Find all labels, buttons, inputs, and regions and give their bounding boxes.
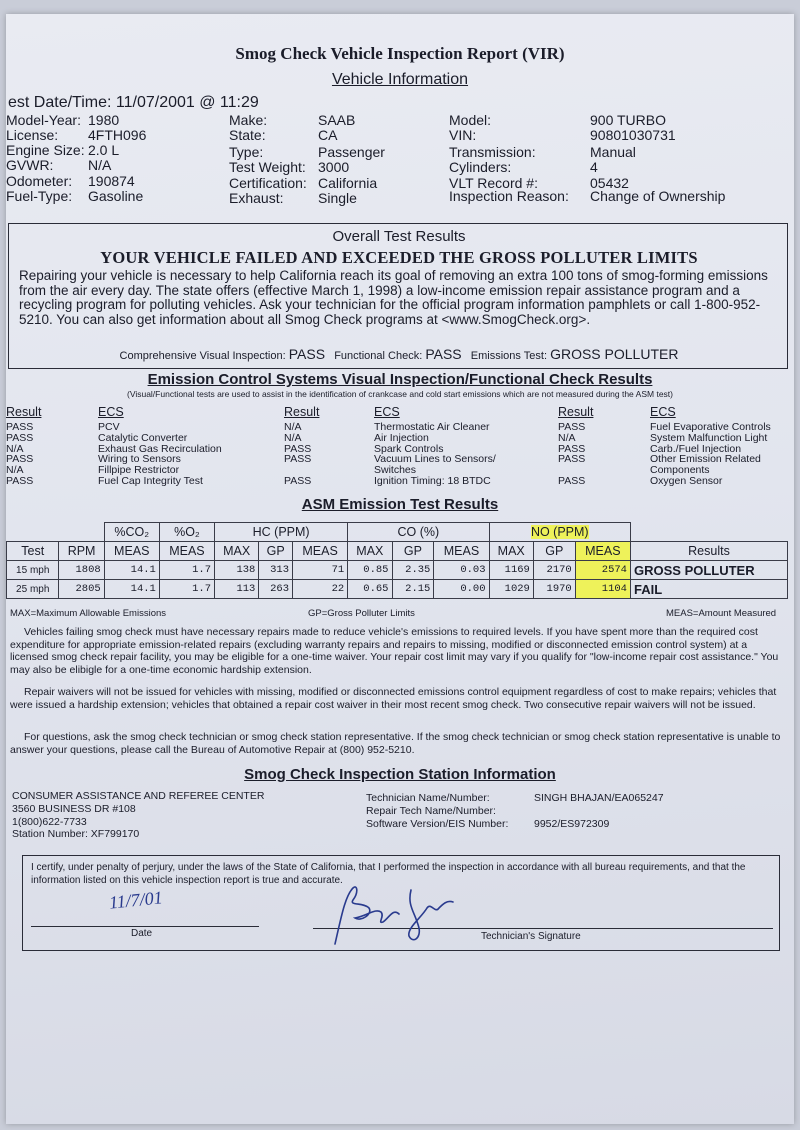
- field-label: License:: [6, 127, 59, 143]
- cell-hc-max: 138: [215, 561, 259, 580]
- group-header-hc: HC (PPM): [215, 523, 348, 542]
- field-value: SAAB: [318, 112, 356, 128]
- field-label: Engine Size:: [6, 142, 85, 158]
- cell-test: 15 mph: [7, 561, 59, 580]
- ecs-item: System Malfunction Light: [650, 431, 768, 444]
- ecs-result: N/A: [284, 421, 302, 433]
- ecs-result: N/A: [6, 442, 24, 455]
- ecs-result: N/A: [6, 464, 24, 477]
- field-value: 4: [590, 159, 598, 175]
- field-value: Change of Ownership: [590, 188, 726, 204]
- legend-max: MAX=Maximum Allowable Emissions: [10, 608, 167, 619]
- banner-failed-word: FAILED: [235, 248, 298, 267]
- station-number: Station Number: XF799170: [12, 828, 140, 841]
- asm-row-25mph: [7, 580, 788, 599]
- ecs-item: Other Emission Related: [650, 453, 761, 466]
- field-value: 4FTH096: [88, 127, 147, 143]
- ecs-subheading: (Visual/Functional tests are used to assist in the identification of crankcase and cold start emissions which are not measured during the ASM test): [126, 389, 673, 399]
- cell-co-gp: 2.35: [392, 561, 434, 580]
- field-value: Single: [318, 190, 357, 206]
- ecs-item: Vacuum Lines to Sensors/: [374, 453, 496, 466]
- ecs-result: PASS: [284, 453, 312, 466]
- emissions-label: Emissions Test:: [470, 350, 548, 362]
- col-header: GP: [392, 542, 434, 561]
- ecs-item: Fillpipe Restrictor: [98, 464, 180, 477]
- failed-banner: [9, 248, 789, 268]
- handwritten-date: 11/7/01: [108, 887, 164, 913]
- ecs-result: PASS: [558, 442, 586, 455]
- ecs-ecs-header: ECS: [374, 405, 400, 419]
- ecs-col1-results: [6, 422, 33, 487]
- test-summary: [9, 346, 789, 362]
- table-blank: [7, 523, 105, 542]
- col-header: MEAS: [159, 542, 214, 561]
- vehicle-info-heading: Vehicle Information: [331, 71, 469, 88]
- group-header-no: [489, 523, 630, 542]
- field-label: Transmission:: [449, 144, 536, 160]
- ecs-item: Carb./Fuel Injection: [650, 442, 742, 455]
- field-label: Certification:: [229, 175, 307, 191]
- asm-group-header-row: [7, 523, 788, 542]
- emissions-value: GROSS POLLUTER: [550, 346, 679, 362]
- repair-tech-label: Repair Tech Name/Number:: [366, 804, 496, 817]
- technician-value: SINGH BHAJAN/EA065247: [534, 792, 664, 804]
- overall-results-heading: Overall Test Results: [332, 228, 466, 245]
- banner-text: AND EXCEEDED THE GROSS POLLUTER LIMITS: [297, 248, 698, 267]
- test-datetime-value: 11/07/2001 @ 11:29: [115, 94, 259, 111]
- ecs-result: N/A: [284, 431, 302, 444]
- field-label: Make:: [229, 112, 268, 128]
- ecs-item: Switches: [374, 464, 417, 477]
- field-value: N/A: [88, 157, 112, 173]
- cell-rpm: 2805: [59, 580, 104, 599]
- col-header: GP: [259, 542, 293, 561]
- ecs-result: PASS: [284, 442, 312, 455]
- col-header: MEAS: [434, 542, 489, 561]
- asm-results-table: [6, 522, 788, 599]
- station-address: 3560 BUSINESS DR #108: [12, 802, 136, 815]
- legend-meas: MEAS=Amount Measured: [666, 608, 777, 619]
- legend-gp: GP=Gross Polluter Limits: [308, 608, 415, 619]
- technician-labels: [366, 792, 508, 830]
- ecs-item: Air Injection: [374, 431, 429, 444]
- cell-hc-meas: 71: [293, 561, 348, 580]
- cell-test: 25 mph: [7, 580, 59, 599]
- field-value: CA: [318, 127, 338, 143]
- field-label: Inspection Reason:: [449, 188, 569, 204]
- ecs-item: Components: [650, 464, 710, 477]
- functional-value: PASS: [425, 346, 462, 362]
- software-value: 9952/ES972309: [534, 818, 610, 830]
- col-header: MEAS: [293, 542, 348, 561]
- notice-paragraph: For questions, ask the smog check technician or smog check station representative. If the smog check technician or smog check station representative is unable to answer your questions, please call the Bureau of Automotive Repair at (800) 952-5210.: [10, 731, 781, 756]
- field-value: Manual: [590, 144, 636, 160]
- cell-co-meas: 0.03: [434, 561, 489, 580]
- field-value: California: [318, 175, 378, 191]
- cell-no-max: 1169: [489, 561, 533, 580]
- ecs-item: Catalytic Converter: [98, 431, 188, 444]
- table-blank: [631, 523, 788, 542]
- col-header: RPM: [59, 542, 104, 561]
- certification-text: I certify, under penalty of perjury, under the laws of the State of California, that I performed the inspection in accordance with all bureau requirements, and that the information listed on this vehicle inspection report is true and accurate.: [31, 862, 746, 886]
- field-value: 900 TURBO: [590, 112, 666, 128]
- visual-label: Comprehensive Visual Inspection:: [119, 350, 286, 362]
- col-header: MAX: [348, 542, 392, 561]
- cell-o2: 1.7: [159, 561, 214, 580]
- banner-text: YOUR VEHICLE: [100, 248, 236, 267]
- ecs-result-header: Result: [558, 405, 594, 419]
- field-value: 1980: [88, 112, 120, 128]
- ecs-ecs-header: ECS: [98, 405, 124, 419]
- ecs-col2-items: [374, 422, 496, 487]
- date-line: [31, 926, 259, 927]
- ecs-item: Wiring to Sensors: [98, 453, 181, 466]
- test-datetime-label: est Date/Time:: [8, 94, 112, 111]
- ecs-item: Fuel Evaporative Controls: [650, 421, 771, 433]
- cell-co2: 14.1: [104, 580, 159, 599]
- notice-paragraph: Repair waivers will not be issued for vehicles with missing, modified or disconnected emissions control equipment regardless of cost to make repairs; vehicles that were issued a hardship extension; vehicles that obtained a repair cost waiver in their most recent smog check. Two consecutive repair waivers will not be issued.: [10, 686, 777, 711]
- ecs-result: PASS: [6, 431, 34, 444]
- cell-no-max: 1029: [489, 580, 533, 599]
- col-header: Test: [7, 542, 59, 561]
- ecs-item: PCV: [98, 421, 120, 433]
- group-header-o2: %O₂: [159, 523, 214, 542]
- cell-o2: 1.7: [159, 580, 214, 599]
- certification-box: [22, 855, 780, 951]
- ecs-item: Thermostatic Air Cleaner: [374, 421, 490, 433]
- visual-value: PASS: [288, 346, 326, 362]
- ecs-item: Fuel Cap Integrity Test: [98, 474, 203, 487]
- technician-signature: [323, 878, 473, 950]
- station-heading: Smog Check Inspection Station Information: [244, 766, 556, 783]
- tech-label: Technician Name/Number:: [366, 792, 490, 804]
- asm-column-header-row: [7, 542, 788, 561]
- cell-no-gp: 2170: [533, 561, 575, 580]
- cell-result: FAIL: [631, 580, 788, 599]
- asm-heading: ASM Emission Test Results: [301, 496, 499, 513]
- ecs-col3-results: [558, 422, 585, 487]
- field-value: 3000: [318, 159, 350, 175]
- cell-co-max: 0.85: [348, 561, 392, 580]
- overall-results-box: [8, 223, 788, 369]
- ecs-result: PASS: [284, 474, 312, 487]
- field-value: 190874: [88, 173, 135, 189]
- field-label: Type:: [229, 144, 264, 160]
- field-label: Fuel-Type:: [6, 188, 73, 204]
- field-label: State:: [229, 127, 266, 143]
- cell-result: GROSS POLLUTER: [631, 561, 788, 580]
- field-label: GVWR:: [6, 157, 54, 173]
- field-label: VIN:: [449, 127, 477, 143]
- ecs-ecs-header: ECS: [650, 405, 676, 419]
- ecs-result: PASS: [558, 421, 586, 433]
- col-header: MEAS: [104, 542, 159, 561]
- ecs-item: Exhaust Gas Recirculation: [98, 442, 222, 455]
- software-label: Software Version/EIS Number:: [366, 817, 509, 830]
- notice-paragraph: Vehicles failing smog check must have necessary repairs made to reduce vehicle's emissions to required levels. If you have spent more than the required cost expenditure for appropriate emission-related repairs (excluding warranty repairs and repairs to missing, modified or disconnected emission control system) at a licensed smog check repair facility, you may be eligible for a one-time waiver. Your repair cost limit may vary if you qualify for "low-income repair cost assistance." You may also be elibigle for a one-time economic hardship extension.: [10, 626, 779, 676]
- field-value: 2.0 L: [88, 142, 120, 158]
- ecs-col2-results: [284, 422, 311, 487]
- cell-hc-max: 113: [215, 580, 259, 599]
- cell-co-meas: 0.00: [434, 580, 489, 599]
- station-details: [12, 790, 264, 841]
- field-value: Gasoline: [88, 188, 144, 204]
- ecs-result: PASS: [558, 474, 586, 487]
- group-header-co2: %CO₂: [104, 523, 159, 542]
- ecs-col1-items: [98, 422, 222, 487]
- field-label: Exhaust:: [229, 190, 284, 206]
- ecs-result: PASS: [558, 453, 586, 466]
- station-name: CONSUMER ASSISTANCE AND REFEREE CENTER: [12, 790, 265, 802]
- ecs-result-header: Result: [6, 405, 42, 419]
- overall-paragraph: Repairing your vehicle is necessary to help California reach its goal of removing an extra 100 tons of smog-forming emissions from the air every day. The state offers (effective March 1, 1998) a low-income emission repair assistance program and a recycling program for polluting vehicles. Ask your technician for the official program information pamphlets or call 1-800-952-5210. You can also get information about all Smog Check programs at <www.SmogCheck.org>.: [19, 268, 768, 327]
- date-label: Date: [131, 928, 153, 939]
- cell-no-meas: 1104: [575, 580, 630, 599]
- cell-co-gp: 2.15: [392, 580, 434, 599]
- field-label: Test Weight:: [229, 159, 306, 175]
- cell-no-meas: 2574: [575, 561, 630, 580]
- ecs-item: Spark Controls: [374, 442, 444, 455]
- cell-hc-gp: 263: [259, 580, 293, 599]
- cell-co-max: 0.65: [348, 580, 392, 599]
- field-label: Cylinders:: [449, 159, 512, 175]
- ecs-heading: Emission Control Systems Visual Inspection/Functional Check Results: [147, 371, 653, 388]
- ecs-item: Oxygen Sensor: [650, 474, 723, 487]
- col-header-results: Results: [631, 542, 788, 561]
- ecs-item: Ignition Timing: 18 BTDC: [374, 474, 491, 487]
- col-header-no-meas: MEAS: [575, 542, 630, 561]
- col-header: MAX: [489, 542, 533, 561]
- group-header-co: CO (%): [348, 523, 489, 542]
- field-label: Odometer:: [6, 173, 73, 189]
- cell-hc-meas: 22: [293, 580, 348, 599]
- cell-co2: 14.1: [104, 561, 159, 580]
- col-header: GP: [533, 542, 575, 561]
- cell-no-gp: 1970: [533, 580, 575, 599]
- ecs-result: N/A: [558, 431, 576, 444]
- report-title: Smog Check Vehicle Inspection Report (VIR): [235, 44, 565, 63]
- test-datetime: [8, 94, 259, 112]
- field-value: 90801030731: [590, 127, 676, 143]
- asm-row-15mph: [7, 561, 788, 580]
- cell-rpm: 1808: [59, 561, 104, 580]
- station-phone: 1(800)622-7733: [12, 815, 87, 828]
- group-header-no-text: NO (PPM): [530, 525, 589, 539]
- cell-hc-gp: 313: [259, 561, 293, 580]
- ecs-col3-items: [650, 422, 771, 487]
- signature-label: Technician's Signature: [481, 931, 581, 942]
- field-label: VLT Record #:: [449, 175, 538, 191]
- ecs-result: PASS: [6, 421, 34, 433]
- report-page: [6, 14, 794, 1124]
- ecs-result: PASS: [6, 453, 34, 466]
- ecs-result-header: Result: [284, 405, 320, 419]
- field-value: 05432: [590, 175, 629, 191]
- functional-label: Functional Check:: [334, 350, 423, 362]
- field-label: Model-Year:: [6, 112, 81, 128]
- field-label: Model:: [449, 112, 492, 128]
- ecs-result: PASS: [6, 474, 34, 487]
- col-header: MAX: [215, 542, 259, 561]
- field-value: Passenger: [318, 144, 385, 160]
